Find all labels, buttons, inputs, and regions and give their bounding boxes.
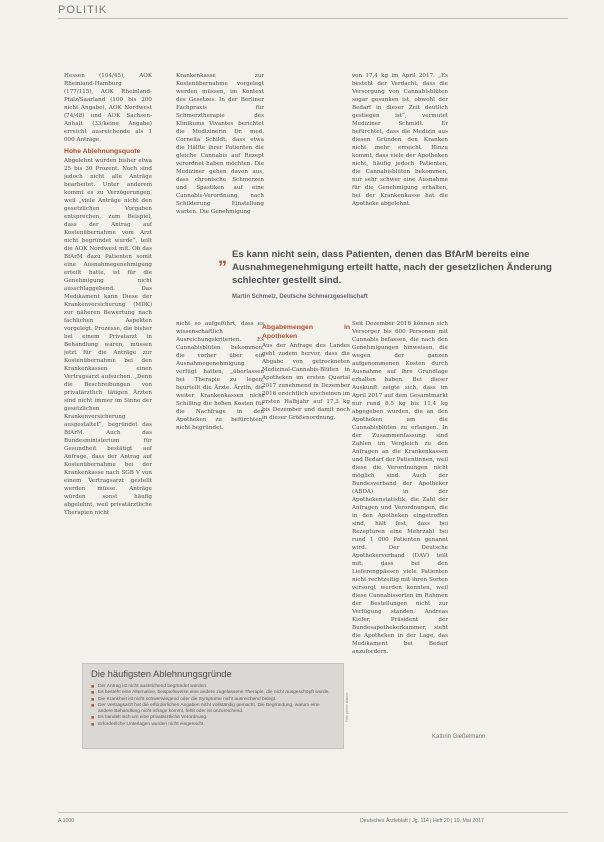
info-box <box>82 663 344 749</box>
bullet-icon: ■ <box>91 715 95 722</box>
photo-credit: Foto: picture alliance <box>345 692 349 722</box>
quote-mark-icon: „ <box>218 247 227 267</box>
bullet-icon: ■ <box>91 721 95 728</box>
list-item-text: Der Vertragsarzt hat die erforderlichen Angaben nicht vollständig gemacht. Die Begründung, warum eine andere Behandlung nicht infrage kommt, fehlt oder ist unzureichend. <box>98 702 320 715</box>
article-column-3-top <box>352 72 448 232</box>
list-item-text: Es handelt sich um eine privatärztliche Verordnung. <box>98 715 208 721</box>
article-column-2-top <box>176 72 264 232</box>
pull-quote <box>218 248 578 304</box>
list-item <box>91 722 335 728</box>
footer-rule <box>58 812 568 813</box>
paragraph: Abgelehnt wurden bisher etwa 25 bis 30 Prozent. Noch sind jedoch nicht alle Anträge bearbeitet. Unter anderem kommt es zu Verzögerungen, weil „viele Anträge nicht den gesetzlichen Vorgaben entsprechen, zum Beispiel, dass der Antrag auf Kostenübernahme vom Arzt nicht begründet wurde“, teilt die AOK Nordwest mit. Ob das BfArM dazu Patienten somit eine Ausnahmegenehmigung erteilt hatte, ist für die Genehmigung nicht ausschlaggebend. Das Medikament kann Diese der Krankenversicherung (MDK) zur näheren Bewertung nach fachlichen Aspekten vorgelegt. Prozesse, die bisher bei einem Privatarzt in Behandlung waren, müssen jetzt für die Anträge zur Kostenübernahme bei den Krankenkassen einen Vertragsarzt aufsuchen. „Denn die Beschreibungen von privatärztlich tätigen Ärzten sind nicht immer im Sinne der gesetzlichen Krankenversicherung ausgestaltet“, begründet das BfArM. Auch das Bundesministerium für Gesundheit bestätigt auf Anfrage, dass der Antrag auf Kostenübernahme bei der Krankenkasse nach SGB V von einem Vertragsarzt gestellt werden müsse. Anträge würden sonst häufig abgelehnt, weil privatärztliche Therapien nicht <box>64 158 152 516</box>
author-name: Kathrin Gießelmann <box>432 734 486 740</box>
article-column-1 <box>64 72 152 596</box>
list-item <box>91 703 335 716</box>
list-item-text: Die Krankheit ist nicht schwerwiegend oder die Symptome nicht ausreichend belegt. <box>98 696 277 702</box>
paragraph: von 17,4 kg im April 2017. „Es besteht der Verdacht, dass die Versorgung von Cannabisblüten sogar gesunken ist, obwohl der Bedarf in dieser Zeit deutlich gestiegen ist“, vermutet Mediziner Schmidt. Er befürchtet, dass die Medizin aus diesen Gründen den Kranken nicht mehr erreicht. Hinzu kommt, dass viele der Apotheken nicht, häufig jedoch Patienten, die Cannabisblüten bekommen, nur sehr schwer eine Ausnahme für die Genehmigung erhalten, bei der Krankenkasse hat die Apotheke abgelehnt. <box>352 73 448 207</box>
paragraph: Aus der Anfrage des Landes geht zudem hervor, dass die Abgabe von getrockneten Medizinal-Cannabis-Blüten in Apotheken im ersten Quartal 2017 zunehmend in Dezember 2016 ersichtlich erscheinen im ersten Halbjahr auf 17,3 kg bis Dezember und damit noch in dieser Größenordnung. <box>262 343 350 421</box>
list-item-text: Erforderliche Unterlagen wurden nicht eingereicht. <box>98 721 205 727</box>
pull-quote-source: Martin Schmelz, Deutsche Schmerzgesellschaft <box>232 294 368 300</box>
reasons-list <box>91 684 335 728</box>
paragraph: Seit Dezember 2016 können sich Versorger bis 600 Personen mit Cannabis befassen, die nach den Genehmigungen hinweisen, die wegen der ganzen aufgenommenen Kosten durch Ausnahme auf ihre Grundlage erhalten haben. Bei dieser Auskunft zeigte sich, dass im April 2017 auf dem Gesamtmarkt nur rund 8,5 kg bis 11,4 kg abgegeben wurden, die an den Apotheken um die Cannabisblüten zu erlangen. In der Zusammenfassung sind Zahlen im Vergleich zu den Anfragen an die Krankenkassen und Bedarf der Patientinnen, weil diese die Verordnungen nicht möglich sind. Auch der Bundesverband der Apotheker (ABDA) in der Apothekenstatistik, die Zahl der Anfragen und Verordnungen, die in den Apotheken eingetroffen sind, hält fest, dass bei Rezepturen eine Mehrzahl bei rund 1 000 Patienten genannt wird. Der Deutsche Apothekerverband (DAV) teilt mit, dass bei den Lieferengpässen viele Patienten nicht rechtzeitig mit ihren Sorten versorgt werden konnten, weil diese Cannabissorten im Rahmen der Bestellungen nicht zur Verfügung standen. Andreas Kiefer, Präsident der Bundesapothekerkammer, sieht die Apotheken in der Lage, das Medikament bei Bedarf anzufordern. <box>352 321 448 655</box>
bullet-icon: ■ <box>91 696 95 703</box>
list-item-text: Es besteht eine Alternative, beispielsweise eine andere zugelassene Therapie, die nicht ausgeschöpft wurde. <box>98 690 330 696</box>
page-number: A 1000 <box>58 818 75 824</box>
article-column-2-bottom <box>176 320 264 490</box>
subheading: Abgabemengen in Apotheken <box>262 324 350 340</box>
paragraph: Hessen (104/45), AOK Rheinland-Hamburg (177/115), AOK Rheinland-Pfalz/Saarland (100 bis 200 nicht Angabe), AOK Nordwest (74/48) und AOK Sachsen-Anhalt (33/keine Angabe) erreicht ausreichende als 1 000 Anträge. <box>64 73 152 143</box>
subheading: Hohe Ablehnungsquote <box>64 148 141 155</box>
paragraph: Krankenkasse zur Kostenübernahme vorgelegt werden müssen, im Kontext des Gesetzes. In der Berliner Fachpraxis für Schmerztherapie des Klinikums Vivantes berichtet die Medizinerin Dr. med. Cornelia Schildt, dass etwa die Hälfte ihrer Patienten die gleiche Cannabis auf Rezept verordnet haben möchten. Die Mediziner gehen davon aus, dass chronische Schmerzen und Spastiken auf eine Cannabis-Verordnung, nach Schilderung Einstellung warten. Die Genehmigung <box>176 73 264 215</box>
header-rule <box>58 18 568 19</box>
info-box-title: Die häufigsten Ablehnungsgründe <box>91 668 232 679</box>
bullet-icon: ■ <box>91 690 95 697</box>
list-item-text: Der Antrag ist nicht ausreichend begründet worden. <box>98 684 208 689</box>
pull-quote-text: Es kann nicht sein, dass Patienten, denen das BfArM bereits eine Ausnahmegenehmigung erteilt hatte, nach der gesetzlichen Änderung schlechter gestellt sind. <box>232 249 552 286</box>
publication-info: Deutsches Ärzteblatt | Jg. 114 | Heft 20 | 19. Mai 2017 <box>360 818 484 824</box>
section-label: POLITIK <box>58 4 108 16</box>
bullet-icon: ■ <box>91 684 95 690</box>
bullet-icon: ■ <box>91 702 95 709</box>
article-column-4 <box>352 320 448 730</box>
article-column-3-bottom <box>262 320 350 720</box>
paragraph: nicht so aufgeführt, dass es wissenschaftlich Ausreichungskriterien. Es Cannabisblüten bekommen, die vorher über ein Ausnahmegenehmigung verfügt hatten, „überlassen bei Therapie zu legen, beurteilt die Ärzte. Ärztin, die weiter Krankenkassen nicht Schilling die hohen Kosten für die Nachfrage in den Apotheken zu befürchten, nicht begründet. <box>176 321 264 431</box>
